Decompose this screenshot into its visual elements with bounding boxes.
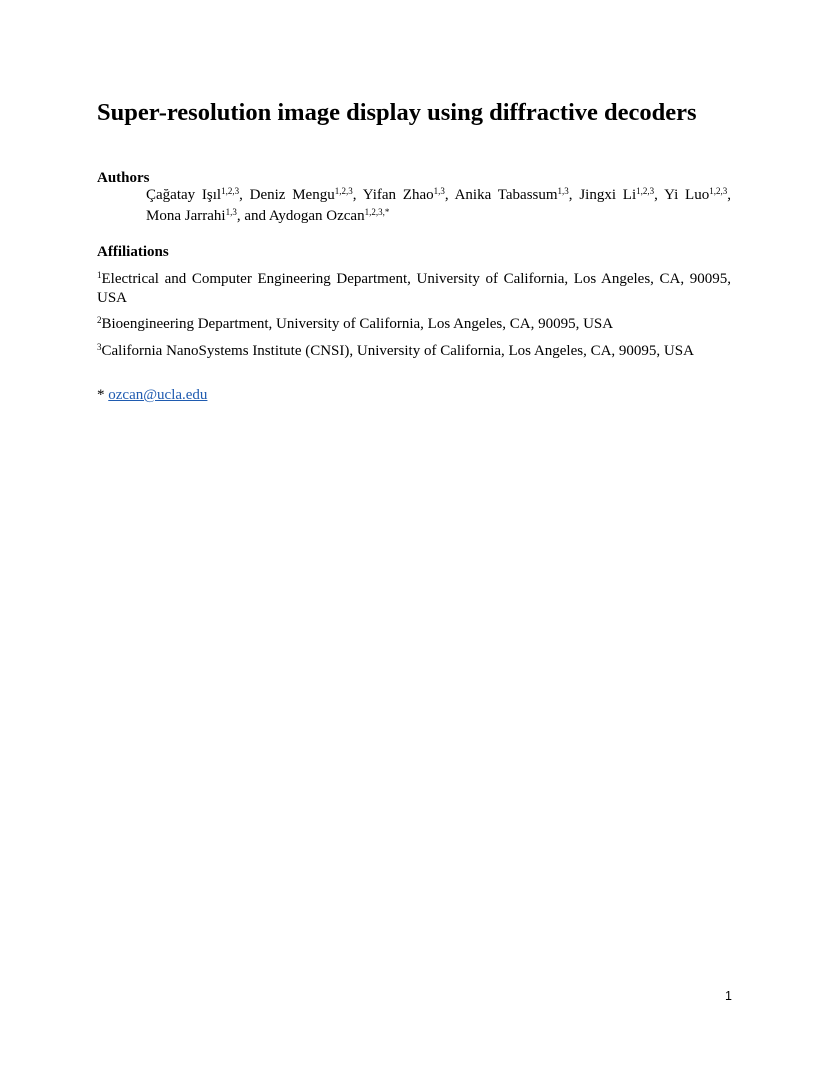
author-name: Yi Luo [664, 187, 710, 203]
author-affiliation-marker: 1,2,3 [221, 186, 240, 197]
affiliation-text: Bioengineering Department, University of California, Los Angeles, CA, 90095, USA [101, 316, 614, 332]
affiliation-text: Electrical and Computer Engineering Department, University of California, Los Angeles, CA, 90095, USA [97, 271, 731, 306]
author-affiliation-marker: 1,3 [557, 186, 569, 197]
author-name: Anika Tabassum [454, 187, 558, 203]
author-name: Yifan Zhao [362, 187, 434, 203]
author-separator: , [239, 187, 250, 203]
author-affiliation-marker: 1,2,3 [636, 186, 655, 197]
author-affiliation-marker: 1,2,3,* [364, 207, 390, 218]
author-affiliation-marker: 1,3 [225, 207, 237, 218]
author-name: Mona Jarrahi [146, 208, 226, 224]
author-separator: , and [236, 208, 269, 224]
author-separator: , [444, 187, 455, 203]
author-affiliation-marker: 1,3 [433, 186, 445, 197]
corresponding-author-contact [97, 386, 207, 405]
affiliation-marker: 3 [97, 342, 102, 353]
author-separator: , [568, 187, 580, 203]
affiliation-text: California NanoSystems Institute (CNSI), University of California, Los Angeles, CA, 90095, USA [101, 343, 694, 359]
author-affiliation-marker: 1,2,3 [334, 186, 353, 197]
author-name: Aydogan Ozcan [268, 208, 365, 224]
email-link[interactable]: ozcan@ucla.edu [108, 387, 208, 403]
author-affiliation-marker: 1,2,3 [709, 186, 728, 197]
author-name: Deniz Mengu [249, 187, 335, 203]
author-name: Çağatay Işıl [146, 187, 222, 203]
corresponding-marker: * [97, 387, 105, 403]
author-separator: , [654, 187, 665, 203]
affiliation-marker: 1 [97, 270, 102, 281]
author-name: Jingxi Li [579, 187, 637, 203]
affiliation-item [97, 342, 731, 361]
author-separator: , [352, 187, 363, 203]
author-list [146, 185, 731, 227]
authors-heading: Authors [97, 170, 150, 186]
page-number: 1 [725, 989, 732, 1003]
affiliation-item [97, 315, 731, 334]
affiliations-heading: Affiliations [97, 244, 169, 260]
affiliation-marker: 2 [97, 315, 102, 326]
paper-title: Super-resolution image display using diffractive decoders [97, 99, 697, 126]
author-separator: , [727, 187, 731, 203]
affiliation-item [97, 270, 731, 308]
